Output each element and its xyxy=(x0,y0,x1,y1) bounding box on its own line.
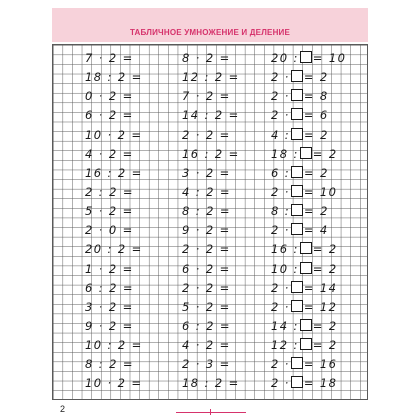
exercise-row xyxy=(182,47,240,66)
exercise-column-1 xyxy=(85,47,143,392)
exercise-expression-right: = 10 xyxy=(312,51,347,65)
exercise-expression-right: = 2 xyxy=(303,70,329,85)
exercise-expression-right: = 12 xyxy=(303,299,338,314)
answer-box[interactable] xyxy=(291,357,303,369)
exercise-expression: 8 · 2 = xyxy=(182,51,231,65)
exercise-expression-right: = 2 xyxy=(304,204,329,219)
exercise-expression: 5 · 2 = xyxy=(182,299,231,314)
exercise-expression: 2 · 3 = xyxy=(182,357,231,372)
exercise-row xyxy=(85,277,143,296)
exercise-expression-left: 4 : xyxy=(271,127,291,142)
exercise-expression: 3 · 2 = xyxy=(182,165,231,180)
exercise-row xyxy=(271,47,346,66)
exercise-expression: 9 · 2 = xyxy=(182,223,231,238)
exercise-row xyxy=(271,104,346,123)
answer-box[interactable] xyxy=(300,147,312,159)
answer-box[interactable] xyxy=(291,108,303,120)
answer-box[interactable] xyxy=(291,300,303,312)
exercise-expression: 2 · 2 = xyxy=(182,280,231,295)
exercise-row xyxy=(271,124,346,143)
exercise-column-2 xyxy=(182,47,240,392)
exercise-expression-left: 2 · xyxy=(271,70,290,85)
exercise-row xyxy=(182,85,240,104)
exercise-expression-right: = 10 xyxy=(303,184,338,199)
exercise-row xyxy=(182,124,240,143)
exercise-expression-right: = 2 xyxy=(304,165,329,180)
exercise-row xyxy=(182,181,240,200)
exercise-row xyxy=(182,104,240,123)
answer-box[interactable] xyxy=(300,262,312,274)
exercise-row xyxy=(182,66,240,85)
exercise-expression: 18 : 2 = xyxy=(182,376,240,391)
exercise-expression-right: = 2 xyxy=(312,261,338,276)
exercise-row xyxy=(182,334,240,353)
exercise-expression-left: 20 : xyxy=(271,51,299,65)
exercise-expression-left: 2 · xyxy=(271,299,290,314)
exercise-row xyxy=(85,200,143,219)
exercise-expression: 6 · 2 = xyxy=(182,261,231,276)
exercise-expression: 2 · 2 = xyxy=(182,127,231,142)
exercise-expression: 4 · 2 = xyxy=(85,146,134,161)
exercise-expression: 7 · 2 = xyxy=(182,89,231,104)
exercise-expression: 5 · 2 = xyxy=(85,204,134,219)
exercise-expression: 10 · 2 = xyxy=(85,376,143,391)
exercise-expression-left: 6 : xyxy=(271,165,291,180)
exercise-expression: 16 : 2 = xyxy=(85,165,143,180)
exercise-row xyxy=(85,334,143,353)
exercise-expression-left: 2 · xyxy=(271,89,290,104)
answer-box[interactable] xyxy=(300,242,312,254)
exercise-expression-right: = 6 xyxy=(303,108,329,123)
exercise-expression-right: = 2 xyxy=(312,242,338,257)
exercise-expression: 18 : 2 = xyxy=(85,70,143,85)
exercise-row xyxy=(271,296,346,315)
exercise-row xyxy=(85,47,143,66)
exercise-expression-right: = 16 xyxy=(303,357,338,372)
exercise-expression-left: 2 · xyxy=(271,376,290,391)
exercise-expression-right: = 2 xyxy=(312,338,338,353)
exercise-expression: 2 · 0 = xyxy=(85,223,134,238)
exercise-expression-left: 18 : xyxy=(271,146,299,161)
exercise-expression: 6 · 2 = xyxy=(85,108,134,123)
answer-box[interactable] xyxy=(291,89,303,101)
exercise-row xyxy=(85,104,143,123)
exercise-expression: 6 : 2 = xyxy=(85,280,134,295)
exercise-row xyxy=(271,277,346,296)
exercise-expression-left: 10 : xyxy=(271,261,299,276)
exercise-row xyxy=(85,315,143,334)
exercise-row xyxy=(271,353,346,372)
exercise-row xyxy=(85,162,143,181)
answer-box[interactable] xyxy=(291,70,303,82)
page-number: 2 xyxy=(60,404,66,414)
answer-box[interactable] xyxy=(300,51,312,63)
exercise-row xyxy=(85,85,143,104)
answer-box[interactable] xyxy=(291,185,303,197)
exercise-row xyxy=(85,181,143,200)
exercise-expression-right: = 14 xyxy=(303,280,338,295)
answer-box[interactable] xyxy=(291,204,303,216)
exercise-row xyxy=(271,181,346,200)
exercise-expression: 12 : 2 = xyxy=(182,70,240,85)
exercise-expression: 4 : 2 = xyxy=(182,184,231,199)
exercise-row xyxy=(182,315,240,334)
exercise-row xyxy=(85,372,143,391)
exercise-row xyxy=(85,353,143,372)
exercise-expression-left: 8 : xyxy=(271,204,291,219)
exercise-expression: 1 · 2 = xyxy=(85,261,134,276)
exercise-expression: 2 : 2 = xyxy=(85,184,134,199)
exercise-row xyxy=(85,66,143,85)
exercise-expression-left: 2 · xyxy=(271,280,290,295)
exercise-expression: 10 : 2 = xyxy=(85,338,143,353)
exercise-row xyxy=(271,315,346,334)
answer-box[interactable] xyxy=(291,223,303,235)
exercise-expression: 8 : 2 = xyxy=(85,357,134,372)
exercise-row xyxy=(271,219,346,238)
exercise-row xyxy=(182,296,240,315)
exercise-row xyxy=(271,334,346,353)
exercise-expression: 6 : 2 = xyxy=(182,318,231,333)
answer-box[interactable] xyxy=(300,319,312,331)
exercise-expression-left: 12 : xyxy=(271,338,299,353)
exercise-row xyxy=(182,219,240,238)
exercise-expression: 9 · 2 = xyxy=(85,318,134,333)
exercise-row xyxy=(85,238,143,257)
exercise-row xyxy=(182,372,240,391)
exercise-expression-right: = 18 xyxy=(303,376,338,391)
exercise-expression-left: 2 · xyxy=(271,184,290,199)
exercise-row xyxy=(182,258,240,277)
exercise-expression-right: = 2 xyxy=(304,127,329,142)
exercise-row xyxy=(271,200,346,219)
answer-box[interactable] xyxy=(291,281,303,293)
answer-box[interactable] xyxy=(300,338,312,350)
answer-box[interactable] xyxy=(291,128,303,140)
exercise-row xyxy=(85,124,143,143)
exercise-row xyxy=(85,296,143,315)
exercise-expression-right: = 4 xyxy=(303,223,329,238)
exercise-row xyxy=(182,143,240,162)
exercise-row xyxy=(182,162,240,181)
exercise-expression: 3 · 2 = xyxy=(85,299,134,314)
exercise-row xyxy=(85,143,143,162)
answer-box[interactable] xyxy=(291,166,303,178)
exercise-column-3 xyxy=(271,47,346,392)
exercise-expression: 8 : 2 = xyxy=(182,204,231,219)
page-title: ТАБЛИЧНОЕ УМНОЖЕНИЕ И ДЕЛЕНИЕ xyxy=(129,28,291,37)
exercise-row xyxy=(271,85,346,104)
exercise-expression-left: 14 : xyxy=(271,318,299,333)
exercise-row xyxy=(271,162,346,181)
exercise-row xyxy=(182,238,240,257)
header-banner xyxy=(52,8,368,42)
exercise-expression: 14 : 2 = xyxy=(182,108,240,123)
exercise-expression-left: 2 · xyxy=(271,223,290,238)
exercise-row xyxy=(271,258,346,277)
exercise-expression-right: = 8 xyxy=(303,89,329,104)
exercise-expression: 10 · 2 = xyxy=(85,127,143,142)
exercise-row xyxy=(271,66,346,85)
exercise-row xyxy=(182,277,240,296)
exercise-expression-right: = 2 xyxy=(312,146,338,161)
exercise-row xyxy=(182,200,240,219)
exercise-expression: 16 : 2 = xyxy=(182,146,240,161)
exercise-row xyxy=(85,258,143,277)
exercise-row xyxy=(85,219,143,238)
exercise-expression: 2 · 2 = xyxy=(182,242,231,257)
exercise-row xyxy=(182,353,240,372)
exercise-expression-left: 16 : xyxy=(271,242,299,257)
exercise-expression: 4 · 2 = xyxy=(182,338,231,353)
exercise-expression-right: = 2 xyxy=(312,318,338,333)
exercise-expression: 7 · 2 = xyxy=(85,51,134,65)
answer-box[interactable] xyxy=(291,376,303,388)
exercise-row xyxy=(271,372,346,391)
footer-divider-tick xyxy=(210,409,211,415)
exercise-row xyxy=(271,143,346,162)
exercise-row xyxy=(271,238,346,257)
footer-divider xyxy=(176,412,246,413)
exercise-expression: 20 : 2 = xyxy=(85,242,143,257)
exercise-expression-left: 2 · xyxy=(271,357,290,372)
exercise-expression: 0 · 2 = xyxy=(85,89,134,104)
exercise-expression-left: 2 · xyxy=(271,108,290,123)
